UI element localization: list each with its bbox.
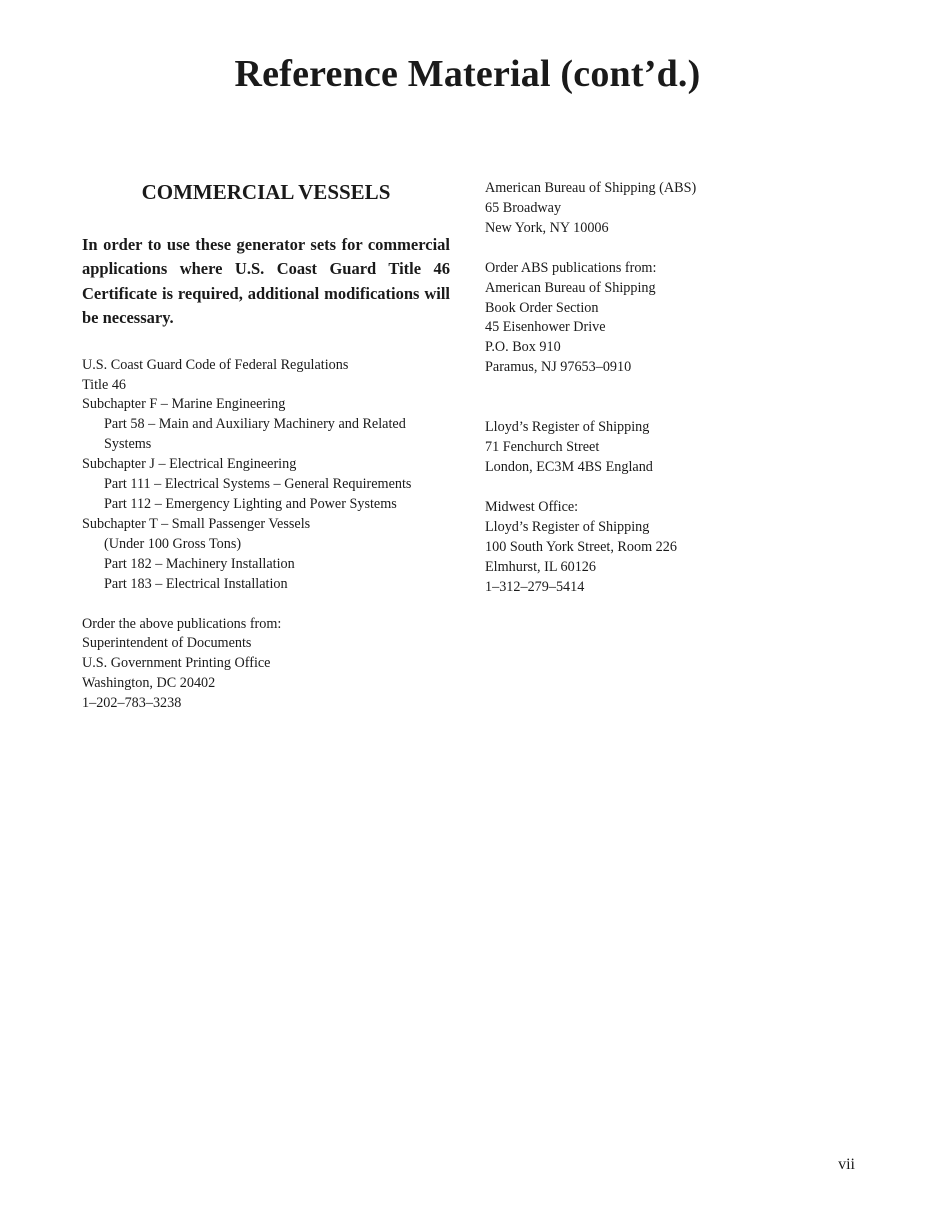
- midwest-office-block: [485, 498, 865, 598]
- reg-line: Subchapter J – Electrical Engineering: [82, 456, 297, 473]
- page-number: vii: [838, 1156, 855, 1173]
- address-line: 1–202–783–3238: [82, 695, 182, 712]
- page-title: Reference Material (cont’d.): [234, 53, 701, 95]
- intro-paragraph: In order to use these generator sets for commercial applications where U.S. Coast Guard Title 46 Certificate is required, additional modifications will be necessary.: [82, 235, 450, 328]
- address-line: Order ABS publications from:: [485, 259, 657, 276]
- reg-line: Part 182 – Machinery Installation: [104, 555, 295, 572]
- reg-line: Subchapter T – Small Passenger Vessels: [82, 515, 311, 532]
- address-line: American Bureau of Shipping (ABS): [485, 180, 697, 196]
- address-line: Paramus, NJ 97653–0910: [485, 359, 632, 376]
- address-line: Lloyd’s Register of Shipping: [485, 419, 650, 436]
- reg-line: Part 111 – Electrical Systems – General Requirements: [104, 476, 412, 493]
- address-line: 100 South York Street, Room 226: [485, 538, 677, 555]
- reg-line: Subchapter F – Marine Engineering: [82, 396, 286, 413]
- address-line: 45 Eisenhower Drive: [485, 319, 606, 336]
- address-line: Order the above publications from:: [82, 615, 282, 632]
- left-column: [82, 178, 450, 714]
- abs-address-block: [485, 179, 865, 239]
- address-line: P.O. Box 910: [485, 339, 561, 356]
- reg-line: U.S. Coast Guard Code of Federal Regulations: [82, 356, 349, 373]
- right-column: [485, 179, 865, 597]
- address-line: New York, NY 10006: [485, 219, 609, 236]
- regulations-list: [82, 356, 450, 595]
- reg-line: Systems: [104, 436, 152, 453]
- address-line: Book Order Section: [485, 299, 599, 316]
- address-line: Washington, DC 20402: [82, 675, 216, 692]
- address-line: U.S. Government Printing Office: [82, 655, 271, 672]
- address-line: Lloyd’s Register of Shipping: [485, 518, 650, 535]
- address-line: London, EC3M 4BS England: [485, 458, 653, 475]
- reg-line: Part 112 – Emergency Lighting and Power Systems: [104, 495, 397, 512]
- address-line: American Bureau of Shipping: [485, 279, 656, 296]
- address-line: Midwest Office:: [485, 498, 579, 515]
- reg-line: (Under 100 Gross Tons): [104, 535, 242, 552]
- address-line: 1–312–279–5414: [485, 578, 585, 595]
- order-address-block: [82, 615, 450, 715]
- reg-line: Part 183 – Electrical Installation: [104, 575, 288, 592]
- address-line: Superintendent of Documents: [82, 635, 252, 652]
- section-heading: COMMERCIAL VESSELS: [141, 180, 391, 204]
- reg-line: Part 58 – Main and Auxiliary Machinery and Related: [104, 416, 406, 433]
- lloyds-address-block: [485, 418, 865, 478]
- address-line: Elmhurst, IL 60126: [485, 558, 596, 575]
- abs-order-block: [485, 259, 865, 378]
- reg-line: Title 46: [82, 376, 127, 393]
- address-line: 65 Broadway: [485, 199, 562, 216]
- address-line: 71 Fenchurch Street: [485, 439, 600, 456]
